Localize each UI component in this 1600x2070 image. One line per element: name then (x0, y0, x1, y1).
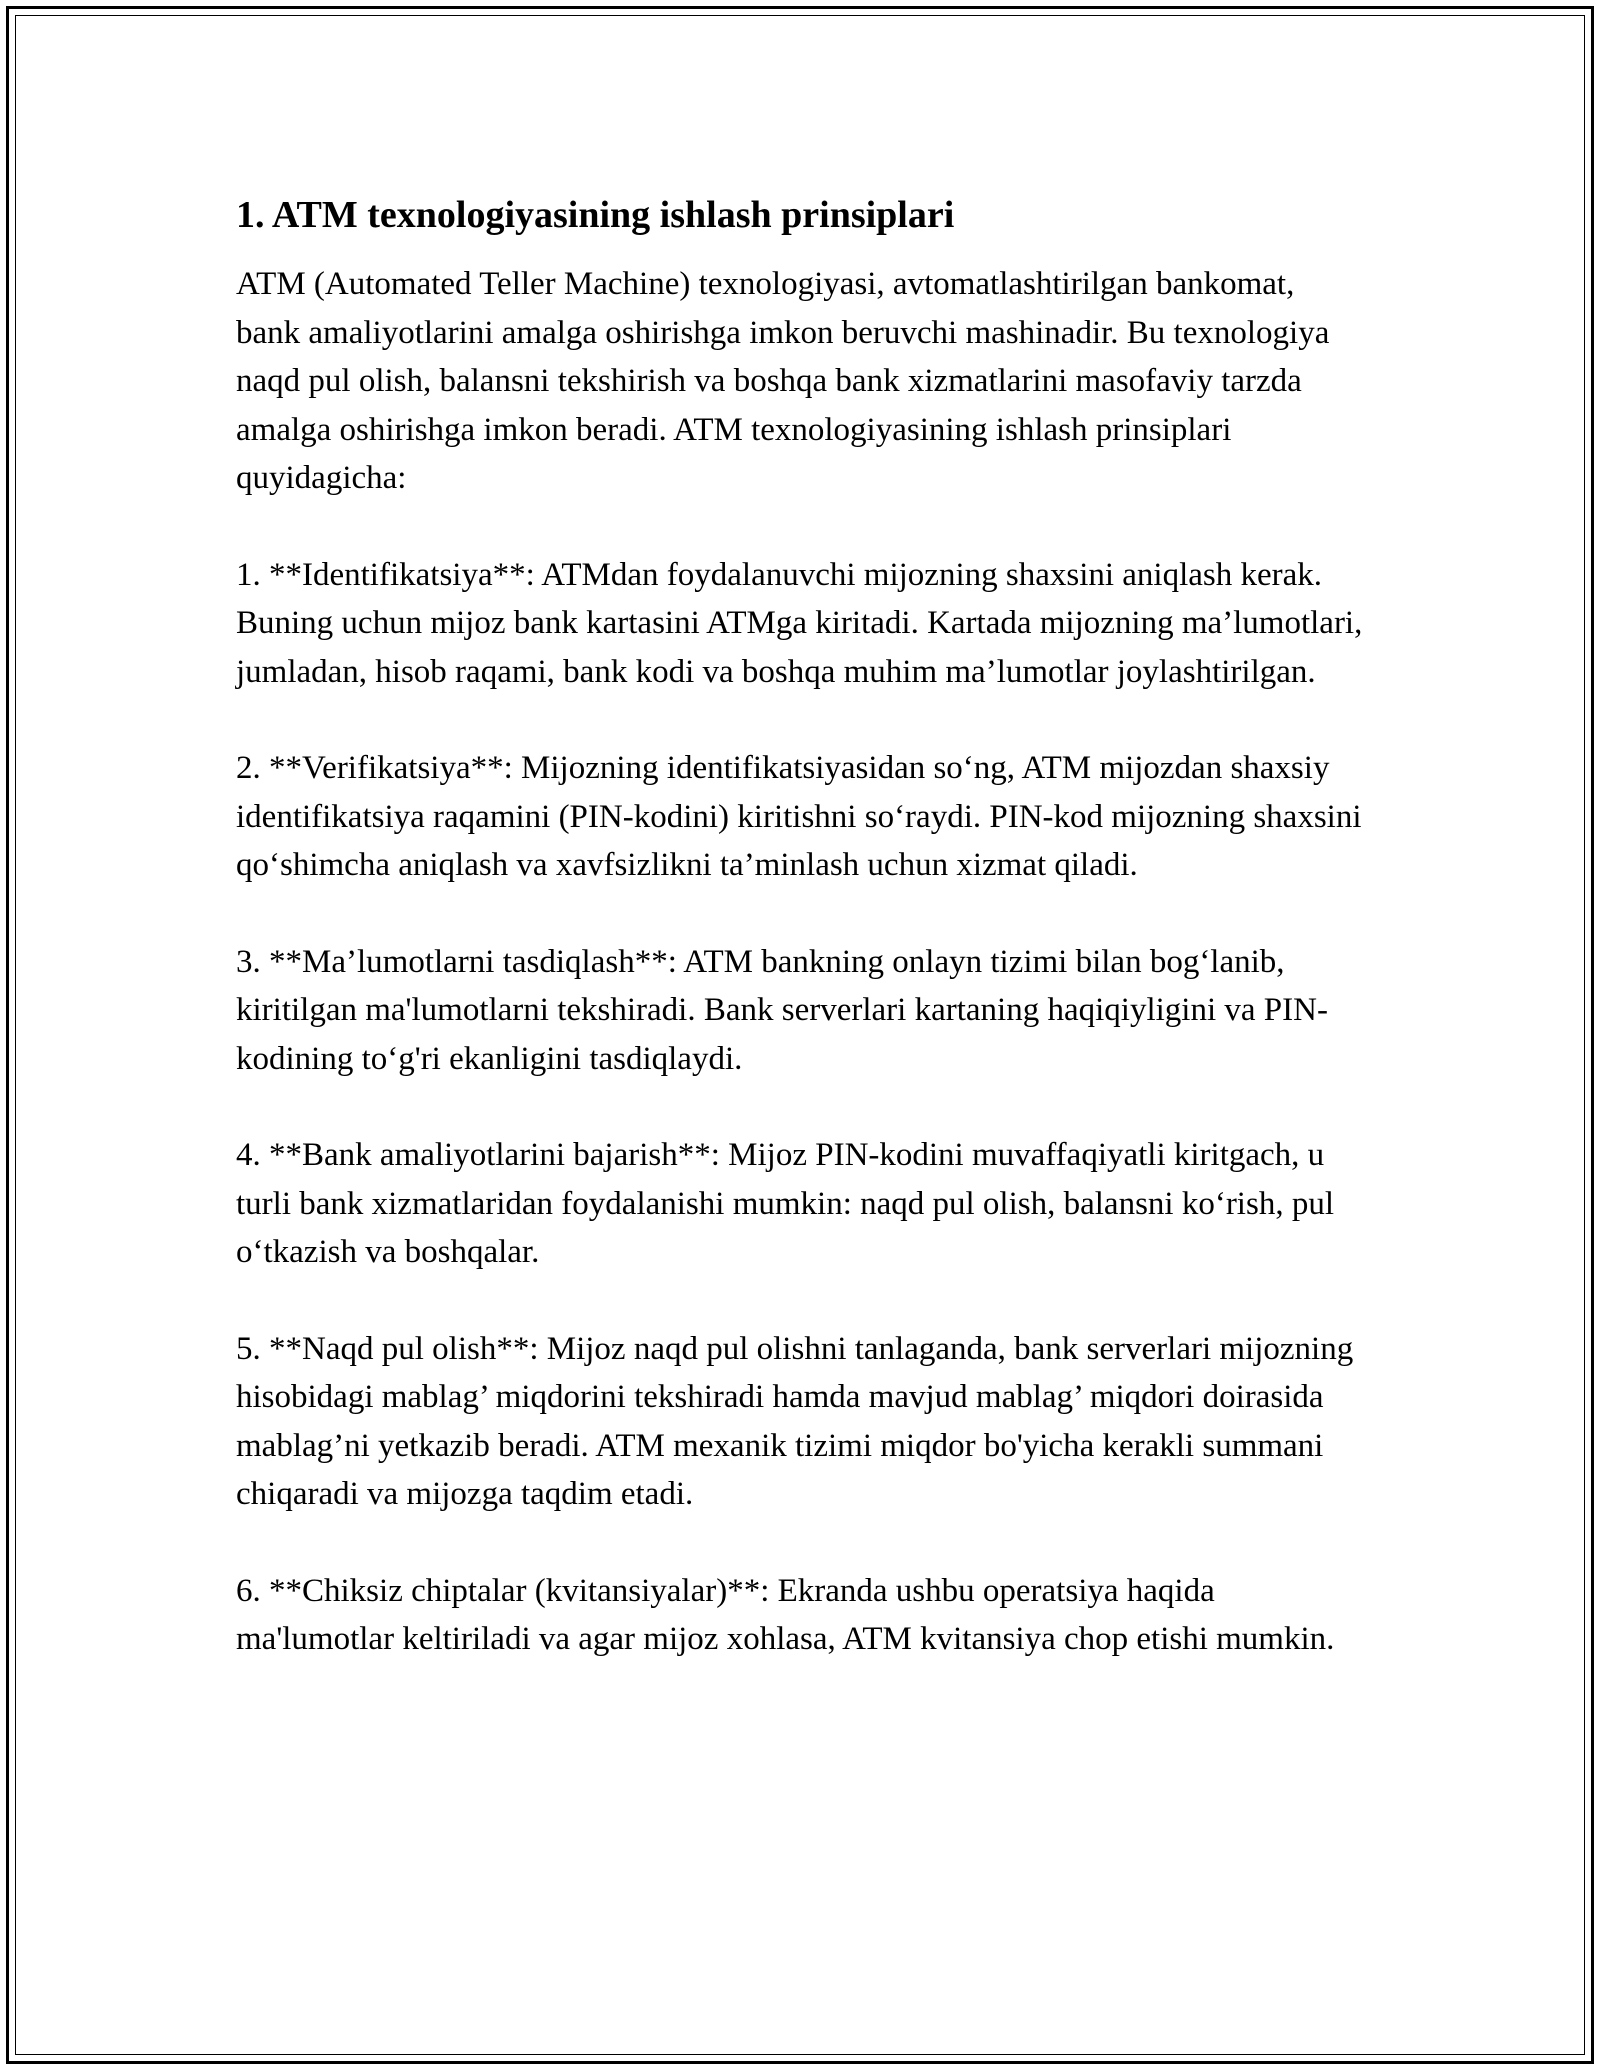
paragraph-naqd-pul: 5. **Naqd pul olish**: Mijoz naqd pul olishni tanlaganda, bank serverlari mijozning hisobidagi mablag’ miqdorini tekshiradi hamda mavjud mablag’ miqdori doirasida mablag’ni yetkazib beradi. ATM mexanik tizimi miqdor bo'yicha kerakli summani chiqaradi va mijozga taqdim etadi. (236, 1330, 1354, 1512)
paragraph-identifikatsiya: 1. **Identifikatsiya**: ATMdan foydalanuvchi mijozning shaxsini aniqlash kerak. Buning uchun mijoz bank kartasini ATMga kiritadi. Kartada mijozning ma’lumotlari, jumladan, hisob raqami, bank kodi va boshqa muhim ma’lumotlar joylashtirilgan. (236, 556, 1363, 690)
paragraph-verifikatsiya: 2. **Verifikatsiya**: Mijozning identifikatsiyasidan so‘ng, ATM mijozdan shaxsiy identifikatsiya raqamini (PIN-kodini) kiritishni so‘raydi. PIN-kod mijozning shaxsini qo‘shimcha aniqlash va xavfsizlikni ta’minlash uchun xizmat qiladi. (236, 750, 1362, 883)
paragraph-bank-amaliyotlari: 4. **Bank amaliyotlarini bajarish**: Mijoz PIN-kodini muvaffaqiyatli kiritgach, u turli bank xizmatlaridan foydalanishi mumkin: naqd pul olish, balansni ko‘rish, pul o‘tkazish va boshqalar. (236, 1137, 1334, 1270)
paragraph-kvitansiya: 6. **Chiksiz chiptalar (kvitansiyalar)**: Ekranda ushbu operatsiya haqida ma'lumotlar keltiriladi va agar mijoz xohlasa, ATM kvitansiya chop etishi mumkin. (236, 1572, 1335, 1657)
document-title: 1. ATM texnologiyasining ishlash prinsiplari (236, 194, 955, 236)
paragraph-tasdiqlash: 3. **Ma’lumotlarni tasdiqlash**: ATM bankning onlayn tizimi bilan bog‘lanib, kiritilgan ma'lumotlarni tekshiradi. Bank serverlari kartaning haqiqiyligini va PIN-kodining to‘g'ri ekanligini tasdiqlaydi. (236, 943, 1328, 1077)
intro-paragraph: ATM (Automated Teller Machine) texnologiyasi, avtomatlashtirilgan bankomat, bank amaliyotlarini amalga oshirishga imkon beruvchi mashinadir. Bu texnologiya naqd pul olish, balansni tekshirish va boshqa bank xizmatlarini masofaviy tarzda amalga oshirishga imkon beradi. ATM texnologiyasining ishlash prinsiplari quyidagicha: (236, 266, 1330, 496)
document-body (236, 190, 1366, 1712)
